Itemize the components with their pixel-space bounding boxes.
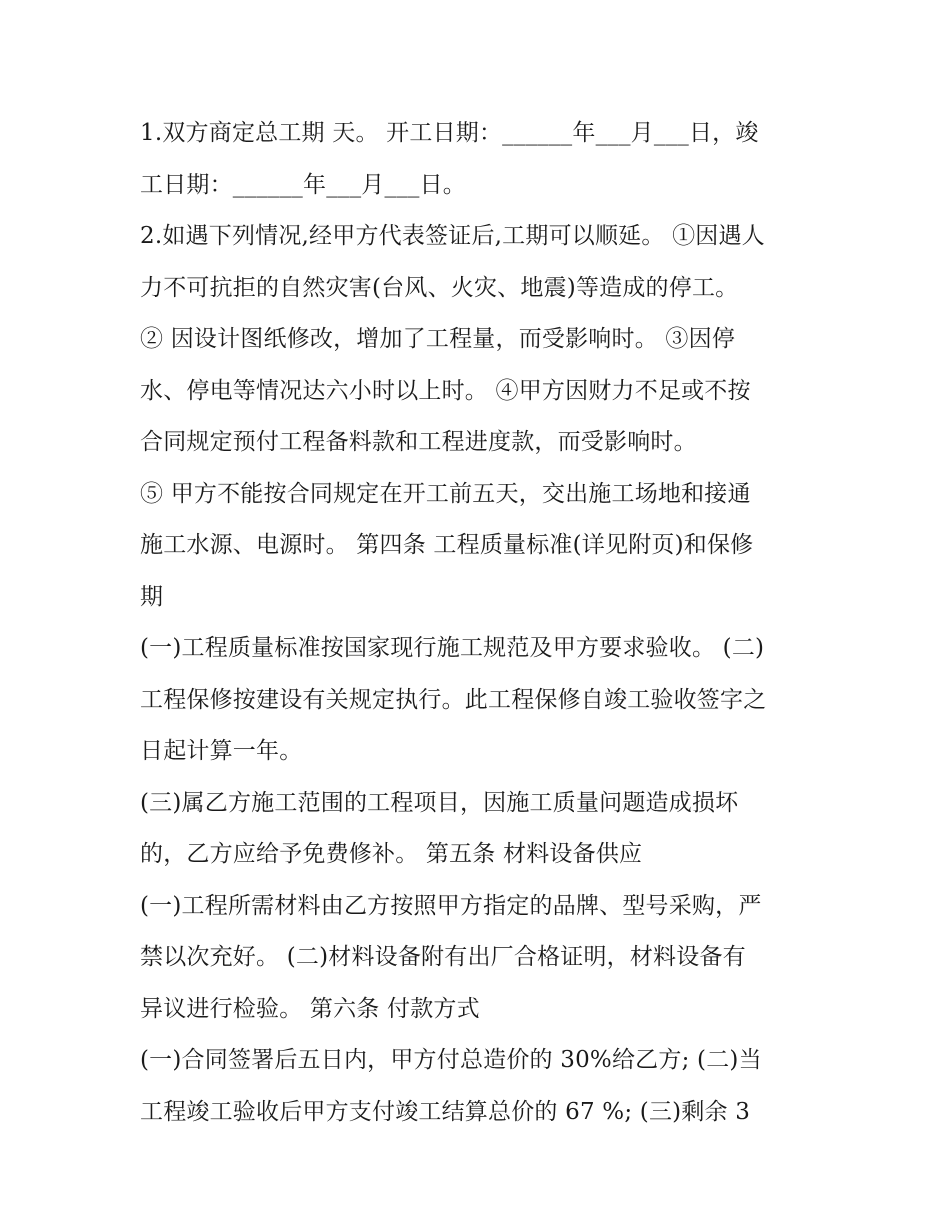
text-line: (一)工程质量标准按国家现行施工规范及甲方要求验收。 (二) [140, 635, 765, 661]
text-line: 水、停电等情况达六小时以上时。 ④甲方因财力不足或不按 [140, 377, 751, 404]
text-line: 1.双方商定总工期 天。 开工日期：______年___月___日，竣 [140, 120, 759, 146]
text-line: ⑤ 甲方不能按合同规定在开工前五天，交出施工场地和接通 [140, 480, 751, 507]
text-line: 工程竣工验收后甲方支付竣工结算总价的 67 %; (三)剩余 3 [140, 1098, 751, 1125]
text-line: 日起计算一年。 [140, 738, 303, 764]
text-line: 合同规定预付工程备料款和工程进度款，而受影响时。 [140, 429, 697, 455]
document-body [140, 108, 820, 1138]
text-line: (一)合同签署后五日内，甲方付总造价的 30%给乙方; (二)当 [140, 1047, 762, 1073]
text-line: 禁以次充好。 (二)材料设备附有出厂合格证明，材料设备有 [140, 944, 746, 970]
text-line: 异议进行检验。 第六条 付款方式 [140, 995, 480, 1022]
text-line: ② 因设计图纸修改，增加了工程量，而受影响时。 ③因停 [140, 326, 736, 352]
text-line: 期 [140, 583, 164, 610]
text-line: 工日期：______年___月___日。 [140, 171, 466, 198]
text-line: 工程保修按建设有关规定执行。此工程保修自竣工验收签字之 [140, 686, 767, 713]
text-line: (一)工程所需材料由乙方按照甲方指定的品牌、型号采购，严 [140, 892, 762, 919]
text-line: 施工水源、电源时。 第四条 工程质量标准(详见附页)和保修 [140, 532, 754, 558]
text-line: (三)属乙方施工范围的工程项目，因施工质量问题造成损坏 [140, 789, 739, 816]
text-line: 的，乙方应给予免费修补。 第五条 材料设备供应 [140, 841, 643, 867]
text-line: 力不可抗拒的自然灾害(台风、火灾、地震)等造成的停工。 [140, 274, 739, 301]
text-line: 2.如遇下列情况,经甲方代表签证后,工期可以顺延。 ①因遇人 [140, 223, 765, 249]
